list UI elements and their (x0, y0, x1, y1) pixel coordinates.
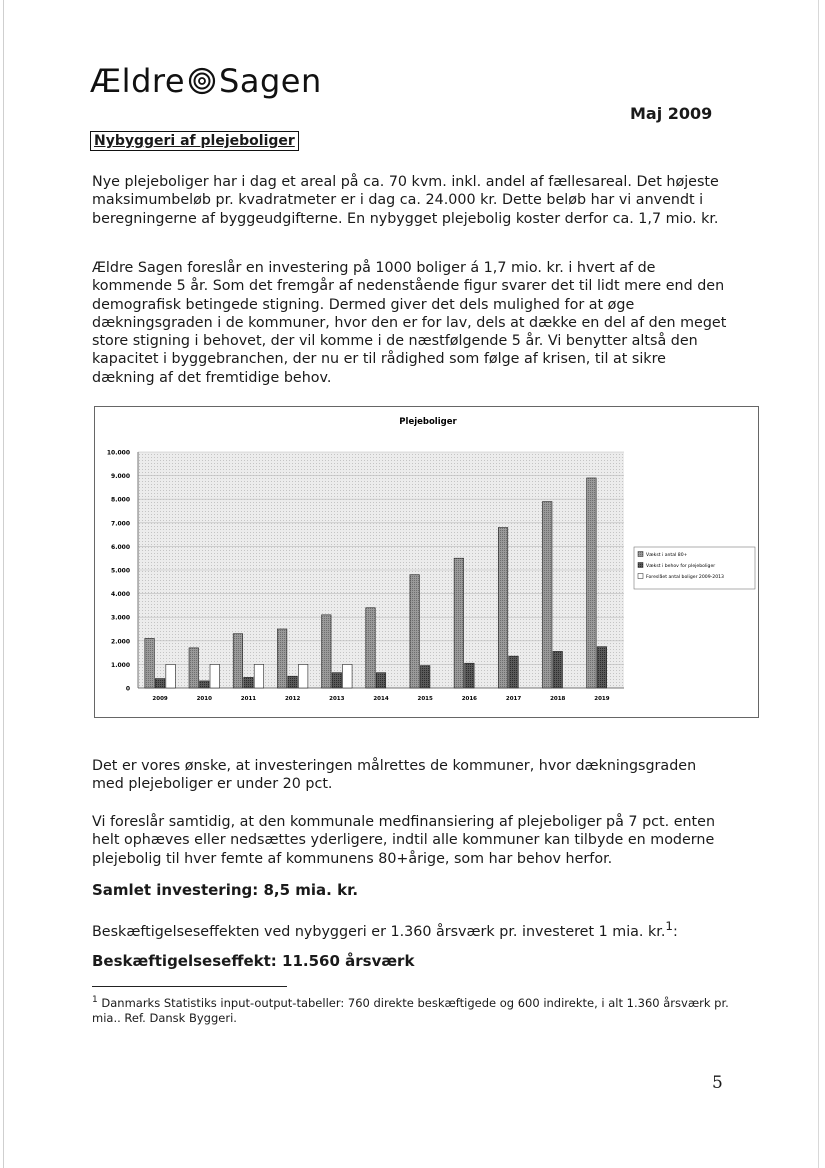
bar-v-kst-i-behov-for-plejeboliger-2013 (332, 673, 342, 688)
bar-v-kst-i-antal-80-2010 (189, 648, 199, 688)
chart-title: Plejeboliger (399, 417, 457, 427)
legend-swatch (638, 574, 643, 579)
logo-text-left: Ældre (90, 62, 186, 100)
chart-svg (94, 406, 759, 718)
y-tick-label: 10.000 (106, 449, 130, 457)
document-date: Maj 2009 (630, 104, 713, 123)
legend-label: Vækst i antal 80+ (646, 553, 688, 558)
bar-foresl-et-antal-boliger-2009-2013-2011 (254, 664, 263, 688)
page-edge-left (3, 0, 4, 1168)
x-tick-label: 2018 (550, 696, 566, 702)
page-number: 5 (712, 1073, 723, 1093)
x-tick-label: 2012 (284, 696, 301, 702)
x-tick-label: 2014 (373, 696, 389, 702)
x-tick-label: 2009 (152, 696, 168, 702)
bar-v-kst-i-antal-80-2013 (322, 615, 332, 688)
bar-foresl-et-antal-boliger-2009-2013-2010 (210, 664, 220, 688)
y-tick-label: 7.000 (111, 520, 130, 528)
bar-v-kst-i-behov-for-plejeboliger-2011 (244, 677, 254, 688)
employment-text: Beskæftigelseseffekten ved nybyggeri er 1.360 årsværk pr. investeret 1 mia. kr. (92, 923, 666, 940)
plejeboliger-chart (94, 406, 759, 718)
legend-label: Foreslået antal boliger 2009-2013 (646, 575, 724, 580)
bar-v-kst-i-behov-for-plejeboliger-2009 (155, 679, 165, 688)
y-tick-label: 4.000 (111, 591, 130, 599)
x-tick-label: 2015 (417, 696, 433, 702)
employment-effect: Beskæftigelseseffekt: 11.560 årsværk (92, 952, 415, 970)
section-heading: Nybyggeri af plejeboliger (90, 131, 299, 151)
bar-v-kst-i-antal-80-2014 (366, 608, 376, 688)
bar-v-kst-i-behov-for-plejeboliger-2010 (200, 681, 210, 688)
legend-swatch (638, 552, 643, 557)
x-tick-label: 2019 (594, 696, 610, 702)
footnote-marker: 1 (92, 995, 98, 1005)
y-tick-label: 5.000 (111, 567, 130, 575)
x-tick-label: 2011 (240, 696, 257, 702)
x-tick-label: 2013 (329, 696, 345, 702)
bar-foresl-et-antal-boliger-2009-2013-2009 (166, 664, 176, 688)
y-tick-label: 8.000 (111, 496, 130, 504)
paragraph-area-price: Nye plejeboliger har i dag et areal på ca. 70 kvm. inkl. andel af fællesareal. Det højeste maksimumbeløb pr. kvadratmeter er i dag ca. 24.000 kr. Dette beløb har vi anvendt i beregningerne af byggeudgifterne. En nybygget plejebolig koster derfor ca. 1,7 mio. kr. (92, 174, 719, 227)
page-edge-right (818, 0, 819, 1168)
x-tick-label: 2010 (196, 696, 212, 702)
bar-foresl-et-antal-boliger-2009-2013-2012 (298, 664, 308, 688)
bar-v-kst-i-behov-for-plejeboliger-2014 (376, 673, 386, 688)
bar-v-kst-i-behov-for-plejeboliger-2017 (509, 656, 518, 688)
footnote (92, 993, 732, 1026)
paragraph-employment (92, 917, 732, 941)
y-tick-label: 1.000 (111, 661, 130, 669)
bar-v-kst-i-antal-80-2011 (233, 634, 243, 688)
y-tick-label: 9.000 (111, 473, 130, 481)
paragraph-proposal: Ældre Sagen foreslår en investering på 1000 boliger á 1,7 mio. kr. i hvert af de kommende 5 år. Som det fremgår af nedenstående figur svarer det til lidt mere end den demografisk betingede stigning. Dermed giver det dels mulighed for at øge dækningsgraden i de kommuner, hvor den er for lav, dels at dække en del af den meget store stigning i behovet, der vil komme i de næstfølgende 5 år. Vi benytter altså den kapacitet i byggebranchen, der nu er til rådighed som følge af krisen, til at sikre dækning af det fremtidige behov. (92, 260, 727, 386)
logo-text-right: Sagen (219, 62, 322, 100)
aeldre-sagen-logo (90, 62, 322, 100)
bar-v-kst-i-antal-80-2016 (454, 558, 464, 688)
bar-v-kst-i-antal-80-2019 (587, 478, 597, 688)
x-tick-label: 2017 (505, 696, 522, 702)
y-tick-label: 3.000 (111, 614, 130, 622)
employment-colon: : (673, 923, 678, 940)
footnote-divider (92, 986, 287, 987)
bar-v-kst-i-antal-80-2015 (410, 575, 420, 688)
bar-v-kst-i-behov-for-plejeboliger-2019 (597, 647, 607, 688)
y-tick-label: 6.000 (111, 543, 130, 551)
y-tick-label: 0 (125, 685, 130, 693)
total-investment: Samlet investering: 8,5 mia. kr. (92, 881, 359, 899)
y-tick-label: 2.000 (111, 638, 130, 646)
bar-v-kst-i-behov-for-plejeboliger-2018 (553, 651, 563, 688)
x-tick-label: 2016 (461, 696, 478, 702)
paragraph-target: Det er vores ønske, at investeringen målrettes de kommuner, hvor dækningsgraden med plejeboliger er under 20 pct. (92, 758, 697, 793)
bar-v-kst-i-antal-80-2017 (498, 528, 508, 688)
legend-swatch (638, 563, 643, 568)
bar-v-kst-i-antal-80-2009 (145, 638, 155, 688)
legend-label: Vækst i behov for plejeboliger (646, 564, 716, 569)
footnote-text: Danmarks Statistiks input-output-tabeller: 760 direkte beskæftigede og 600 indirekte, i alt 1.360 årsværk pr. mia.. Ref. Dansk Byggeri. (92, 995, 729, 1025)
paragraph-cofinancing: Vi foreslår samtidig, at den kommunale medfinansiering af plejeboliger på 7 pct. enten helt ophæves eller nedsættes yderligere, indtil alle kommuner kan tilbyde en moderne plejebolig til hver femte af kommunens 80+årige, som har behov herfor. (92, 814, 716, 867)
swirl-logo-icon (187, 66, 217, 96)
bar-foresl-et-antal-boliger-2009-2013-2013 (343, 664, 353, 688)
bar-v-kst-i-antal-80-2018 (542, 502, 552, 688)
bar-v-kst-i-behov-for-plejeboliger-2012 (288, 676, 298, 688)
footnote-reference: 1 (665, 919, 673, 933)
bar-v-kst-i-antal-80-2012 (277, 629, 287, 688)
bar-v-kst-i-behov-for-plejeboliger-2015 (420, 666, 430, 688)
bar-v-kst-i-behov-for-plejeboliger-2016 (465, 663, 475, 688)
